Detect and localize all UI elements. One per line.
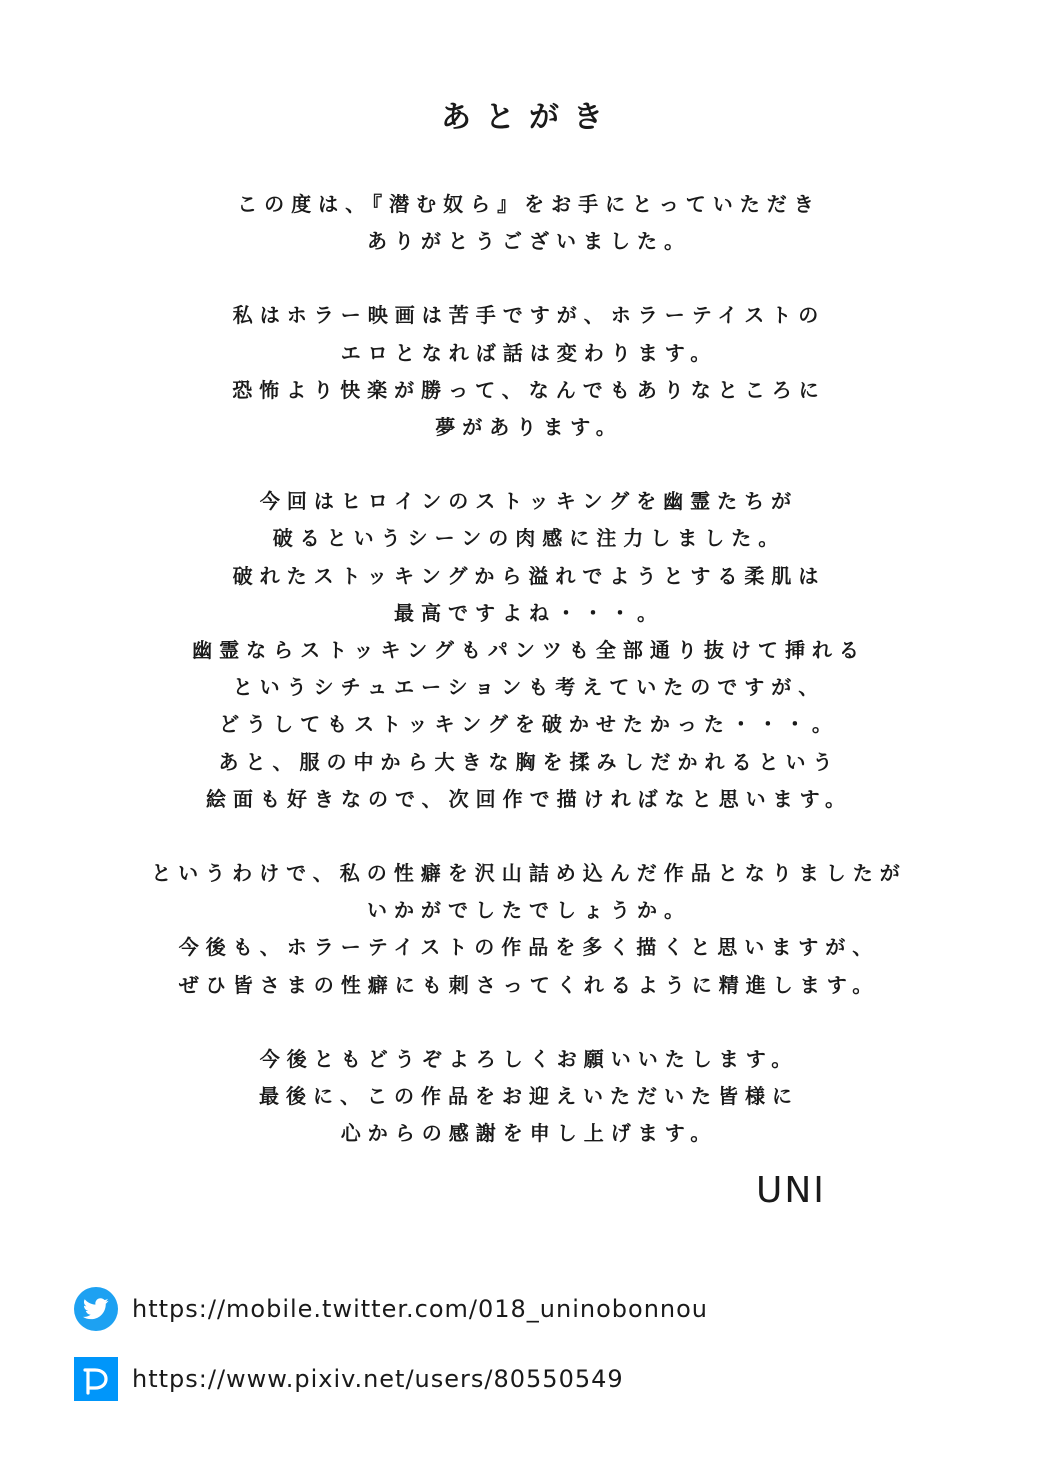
text-line: 今後も、ホラーテイストの作品を多く描くと思いますが、 (178, 935, 880, 960)
text-line: ぜひ皆さまの性癖にも刺さってくれるように精進します。 (178, 972, 880, 997)
twitter-bird-icon[interactable] (74, 1287, 118, 1331)
text-line: どうしてもストッキングを破かせたかった・・・。 (219, 712, 839, 737)
afterword-body (60, 186, 998, 1189)
text-line: あと、服の中から大きな胸を揉みしだかれるという (218, 749, 840, 774)
pixiv-url[interactable]: https://www.pixiv.net/users/80550549 (132, 1365, 624, 1393)
text-line: というわけで、私の性癖を沢山詰め込んだ作品となりましたが (151, 861, 907, 886)
text-line: この度は、『潜む奴ら』をお手にとっていただき (237, 192, 821, 216)
text-line: エロとなれば話は変わります。 (340, 340, 718, 365)
paragraph (60, 186, 998, 260)
text-line: 最後に、この作品をお迎えいただいた皆様に (259, 1084, 799, 1109)
text-line: というシチュエーションも考えていたのですが、 (232, 675, 826, 700)
page-title: あとがき (441, 100, 617, 135)
paragraph (60, 855, 998, 1004)
text-line: 夢があります。 (435, 415, 623, 440)
pixiv-link-row[interactable] (74, 1356, 624, 1402)
pixiv-logo-icon[interactable] (74, 1357, 118, 1401)
text-line: ありがとうございました。 (367, 229, 691, 254)
text-line: 心からの感謝を申し上げます。 (340, 1121, 718, 1146)
text-line: 最高ですよね・・・。 (394, 600, 664, 625)
text-line: 私はホラー映画は苦手ですが、ホラーテイストの (232, 303, 826, 328)
text-line: 今後ともどうぞよろしくお願いいたします。 (259, 1046, 799, 1071)
text-line: 幽霊ならストッキングもパンツも全部通り抜けて挿れる (192, 638, 866, 663)
text-line: 絵面も好きなので、次回作で描ければなと思います。 (206, 786, 852, 811)
twitter-link-row[interactable] (74, 1286, 708, 1332)
text-line: 今回はヒロインのストッキングを幽霊たちが (259, 489, 799, 514)
text-line: いかがでしたでしょうか。 (367, 898, 691, 923)
paragraph (60, 1041, 998, 1153)
text-line: 破るというシーンの肉感に注力しました。 (272, 526, 786, 551)
text-line: 恐怖より快楽が勝って、なんでもありなところに (232, 377, 826, 402)
paragraph (60, 297, 998, 446)
paragraph (60, 483, 998, 818)
text-line: 破れたストッキングから溢れでようとする柔肌は (232, 563, 826, 588)
twitter-url[interactable]: https://mobile.twitter.com/018_uninobonnou (132, 1295, 709, 1323)
author-signature: UNI (756, 1170, 826, 1211)
